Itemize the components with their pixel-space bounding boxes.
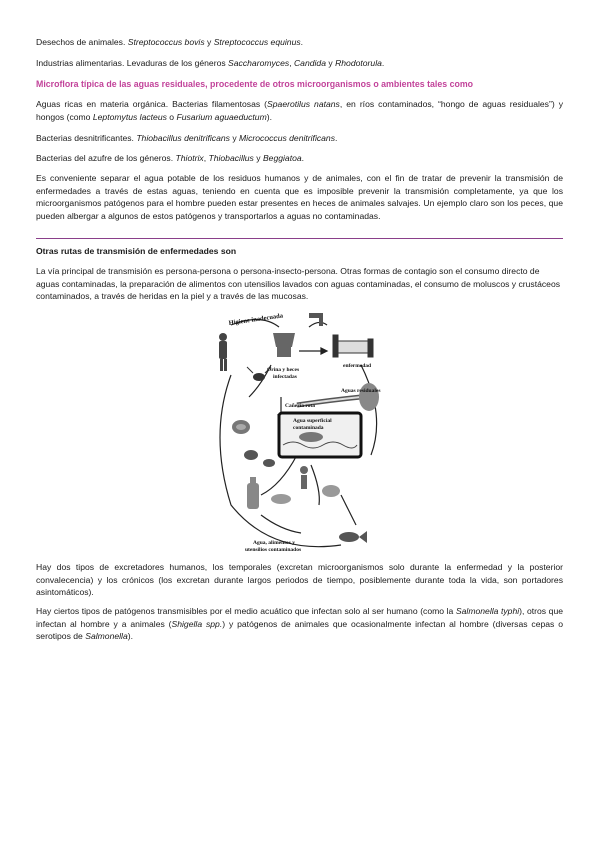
person-icon (219, 333, 227, 371)
label-orina: Orina y heces (267, 367, 300, 373)
paragraph-food-industry: Industrias alimentarias. Levaduras de los géneros Saccharomyces, Candida y Rhodotorula. (36, 58, 385, 68)
transmission-routes-figure (201, 305, 396, 557)
label-utensilios: utensilios contaminados (245, 547, 302, 553)
label-contaminada: contaminada (293, 425, 324, 431)
glass-icon (300, 466, 308, 489)
label-aguas-residuales: Aguas residuales (341, 388, 381, 394)
label-agua-superficial: Agua superficial (293, 418, 332, 424)
paragraph-animal-waste: Desechos de animales. Streptococcus bovis y Streptococcus equinus. (36, 37, 304, 47)
paragraph-sulfur: Bacterias del azufre de los géneros. Thiotrix, Thiobacillus y Beggiatoa. (36, 153, 305, 163)
paragraph-organic-water: Aguas ricas en materia orgánica. Bacterias filamentosas (Spaerotilus natans, en ríos contaminados, “hongo de aguas residuales”) y hongos (como Leptomytus lacteus o Fusarium aguaeductum). (36, 99, 563, 122)
section-heading-microflora: Microflora típica de las aguas residuales, procedente de otros microorganismos o ambientes tales como (36, 79, 474, 89)
paragraph-pathogens: Hay ciertos tipos de patógenos transmisibles por el medio acuático que infectan solo al ser humano (como la Salmonella typhi), otros que infectan al hombre y a animales (Shigella spp.) y patógenos de animales que ocasionalmente infectan al hombre (diversas cepas o serotipos de Salmonella). (36, 606, 563, 642)
label-higiene: Higiene inadecuada (228, 312, 284, 327)
section-divider (36, 238, 563, 239)
paragraph-excretors: Hay dos tipos de excretadores humanos, los temporales (excretan microorganismos solo durante la enfermedad y la posterior convalecencia) y los crónicos (los excretan durante largos periodos de tiempo, posiblemente durante toda la vida, son portadores asintomáticos). (36, 562, 563, 598)
food-plate-icon (232, 420, 250, 434)
label-enfermedad: enfermedad (343, 363, 372, 369)
paragraph-main-route: La vía principal de transmisión es persona-persona o persona-insecto-persona. Otras formas de contagio son el consumo directo de aguas contaminadas, la preparación de alimentos con utensilios lavados con aguas contaminadas, el consumo de moluscos y crustáceos contaminados, a través de heridas en la piel y a través de las mucosas. (36, 266, 561, 302)
paragraph-denitrifying: Bacterias desnitrificantes. Thiobacillus denitrificans y Micrococcus denitrificans. (36, 133, 338, 143)
paragraph-separate-water: Es conveniente separar el agua potable de los residuos humanos y de animales, con el fin de tratar de prevenir la transmisión de enfermedades a través de estas aguas, teniendo en cuenta que es imposible prevenir la transmisión completamente, ya que los microorganismos patógenos para el hombre pueden estar presentes en heces de animales salvajes. Un ejemplo claro son los peces, que pueden albergar a algunos de estos patógenos y transportarlos a aguas no contaminadas. (36, 173, 563, 221)
label-infectadas: infectadas (273, 374, 297, 380)
section-heading-routes: Otras rutas de transmisión de enfermedades son (36, 246, 237, 256)
label-caneria: Cañería rota (285, 403, 315, 409)
label-agua-alimentos: Agua, alimentos y (253, 540, 296, 546)
